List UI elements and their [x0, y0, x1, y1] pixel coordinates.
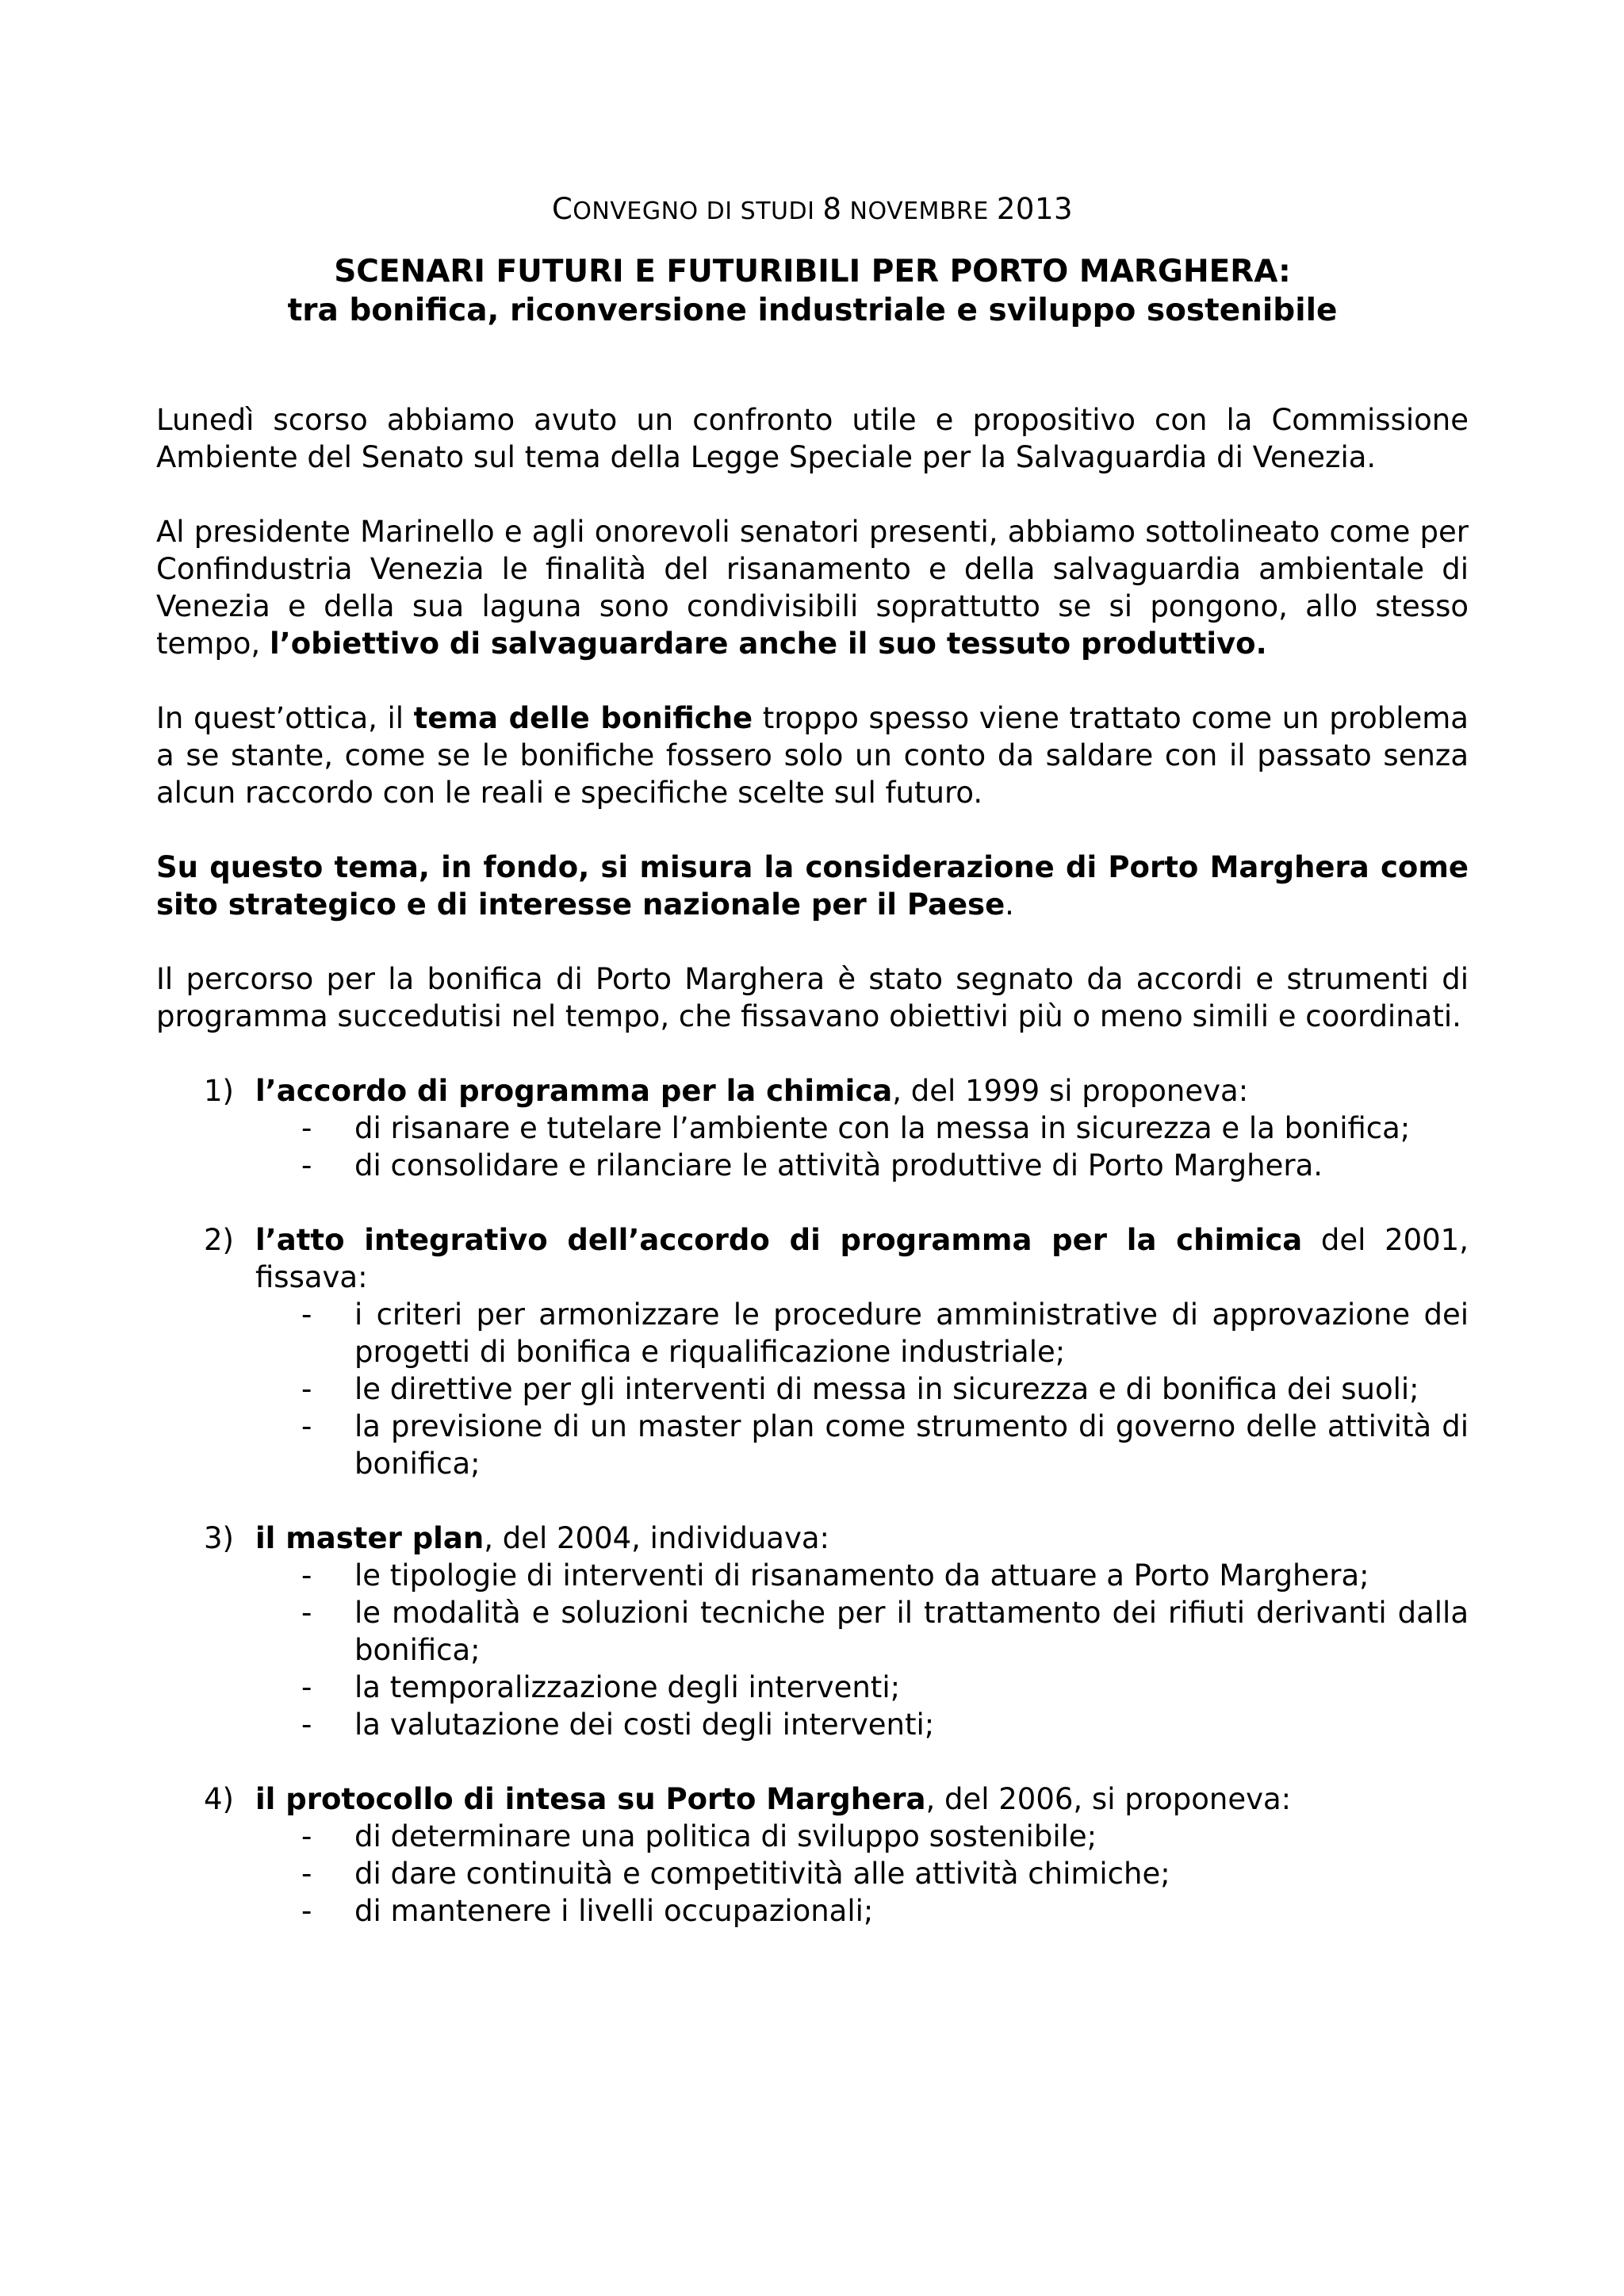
list-item-number: 3)	[204, 1521, 234, 1555]
title-line-1: SCENARI FUTURI E FUTURIBILI PER PORTO MARGHERA:	[334, 254, 1291, 289]
conference-year: 2013	[996, 192, 1074, 226]
sub-list-item	[255, 1594, 1469, 1669]
list-item-heading	[255, 1520, 1469, 1557]
paragraph-4-emphasis: Su questo tema, in fondo, si misura la considerazione di Porto Marghera come sito strategico e di interesse nazionale per il Paese	[156, 850, 1469, 922]
sub-list-item-text: di risanare e tutelare l’ambiente con la messa in sicurezza e la bonifica;	[354, 1111, 1411, 1145]
list-item-heading-rest: , del 2004, individuava:	[484, 1521, 830, 1555]
title-line-2: tra bonifica, riconversione industriale e sviluppo sostenibile	[287, 293, 1338, 328]
list-item-heading-bold: il protocollo di intesa su Porto Marghera	[255, 1782, 926, 1816]
list-item	[156, 1221, 1469, 1482]
list-item-number: 2)	[204, 1223, 234, 1257]
sub-list-item-text: di determinare una politica di sviluppo sostenibile;	[354, 1819, 1097, 1853]
list-item-number: 4)	[204, 1782, 234, 1816]
paragraph-2	[156, 513, 1469, 662]
sub-list	[255, 1818, 1469, 1930]
sub-list	[255, 1110, 1469, 1184]
paragraph-3	[156, 700, 1469, 811]
dash-bullet: -	[301, 1819, 312, 1853]
sub-list-item-text: di dare continuità e competitività alle attività chimiche;	[354, 1857, 1170, 1891]
paragraph-4-period: .	[1005, 887, 1014, 922]
list-item-heading-bold: l’accordo di programma per la chimica	[255, 1074, 893, 1108]
dash-bullet: -	[301, 1558, 312, 1593]
dash-bullet: -	[301, 1148, 312, 1182]
sub-list-item	[255, 1669, 1469, 1706]
sub-list-item	[255, 1706, 1469, 1743]
paragraph-2-text: Al presidente Marinello e agli onorevoli senatori presenti, abbiamo sottolineato come per Confindustria Venezia le finalità del risanamento e della salvaguardia ambientale di Venezia e della sua laguna sono condivisibili soprattutto se si pongono, allo stesso tempo,	[156, 515, 1469, 661]
document-title	[156, 252, 1469, 330]
sub-list-item	[255, 1892, 1469, 1930]
paragraph-3-post: troppo spesso viene trattato come un problema a se stante, come se le bonifiche fossero solo un conto da saldare con il passato senza alcun raccordo con le reali e specifiche scelte sul futuro.	[156, 701, 1469, 810]
dash-bullet: -	[301, 1372, 312, 1406]
sub-list-item	[255, 1296, 1469, 1370]
list-item-number: 1)	[204, 1074, 234, 1108]
sub-list-item	[255, 1855, 1469, 1892]
sub-list-item-text: di consolidare e rilanciare le attività produttive di Porto Marghera.	[354, 1148, 1323, 1182]
dash-bullet: -	[301, 1297, 312, 1332]
list-item	[156, 1780, 1469, 1930]
dash-bullet: -	[301, 1409, 312, 1443]
sub-list-item	[255, 1557, 1469, 1594]
paragraph-3-emphasis: tema delle bonifiche	[413, 701, 753, 735]
document-content	[156, 190, 1469, 1930]
conference-heading-part2: NOVEMBRE	[841, 197, 997, 225]
sub-list-item-text: di mantenere i livelli occupazionali;	[354, 1894, 874, 1928]
dash-bullet: -	[301, 1708, 312, 1742]
list-item	[156, 1072, 1469, 1184]
list-item-heading-rest: , del 2006, si proponeva:	[925, 1782, 1292, 1816]
paragraph-2-emphasis: l’obiettivo di salvaguardare anche il suo tessuto produttivo.	[269, 627, 1267, 661]
sub-list-item	[255, 1818, 1469, 1855]
sub-list-item-text: la previsione di un master plan come strumento di governo delle attività di bonifica;	[354, 1409, 1469, 1481]
sub-list-item	[255, 1110, 1469, 1147]
conference-day: 8	[822, 192, 842, 226]
sub-list-item-text: le direttive per gli interventi di messa in sicurezza e di bonifica dei suoli;	[354, 1372, 1419, 1406]
sub-list-item-text: la valutazione dei costi degli interventi;	[354, 1708, 935, 1742]
sub-list-item	[255, 1408, 1469, 1482]
sub-list-item-text: le modalità e soluzioni tecniche per il trattamento dei rifiuti derivanti dalla bonifica;	[354, 1596, 1469, 1667]
list-item-heading-rest: , del 1999 si proponeva:	[892, 1074, 1249, 1108]
list-item-heading	[255, 1072, 1469, 1110]
dash-bullet: -	[301, 1596, 312, 1630]
sub-list	[255, 1557, 1469, 1743]
paragraph-3-pre: In quest’ottica, il	[156, 701, 414, 735]
sub-list-item-text: le tipologie di interventi di risanamento da attuare a Porto Marghera;	[354, 1558, 1369, 1593]
agreements-list	[156, 1072, 1469, 1930]
list-item-heading-rest: del 2001, fissava:	[255, 1223, 1469, 1294]
list-item-heading-bold: l’atto integrativo dell’accordo di programma per la chimica	[255, 1223, 1303, 1257]
paragraph-5: Il percorso per la bonifica di Porto Marghera è stato segnato da accordi e strumenti di programma succedutisi nel tempo, che fissavano obiettivi più o meno simili e coordinati.	[156, 962, 1469, 1033]
sub-list-item-text: la temporalizzazione degli interventi;	[354, 1670, 901, 1704]
sub-list-item-text: i criteri per armonizzare le procedure amministrative di approvazione dei progetti di bonifica e riqualificazione industriale;	[354, 1297, 1469, 1369]
conference-heading-initial: C	[551, 192, 573, 226]
list-item	[156, 1520, 1469, 1743]
conference-heading-part1: ONVEGNO DI STUDI	[573, 197, 823, 225]
dash-bullet: -	[301, 1670, 312, 1704]
dash-bullet: -	[301, 1857, 312, 1891]
sub-list-item	[255, 1147, 1469, 1184]
conference-heading	[156, 190, 1469, 230]
dash-bullet: -	[301, 1894, 312, 1928]
sub-list	[255, 1296, 1469, 1482]
paragraph-4	[156, 849, 1469, 923]
dash-bullet: -	[301, 1111, 312, 1145]
list-item-heading-bold: il master plan	[255, 1521, 485, 1555]
list-item-heading	[255, 1221, 1469, 1296]
paragraph-1: Lunedì scorso abbiamo avuto un confronto utile e propositivo con la Commissione Ambiente del Senato sul tema della Legge Speciale per la Salvaguardia di Venezia.	[156, 403, 1469, 474]
sub-list-item	[255, 1370, 1469, 1408]
list-item-heading	[255, 1780, 1469, 1818]
